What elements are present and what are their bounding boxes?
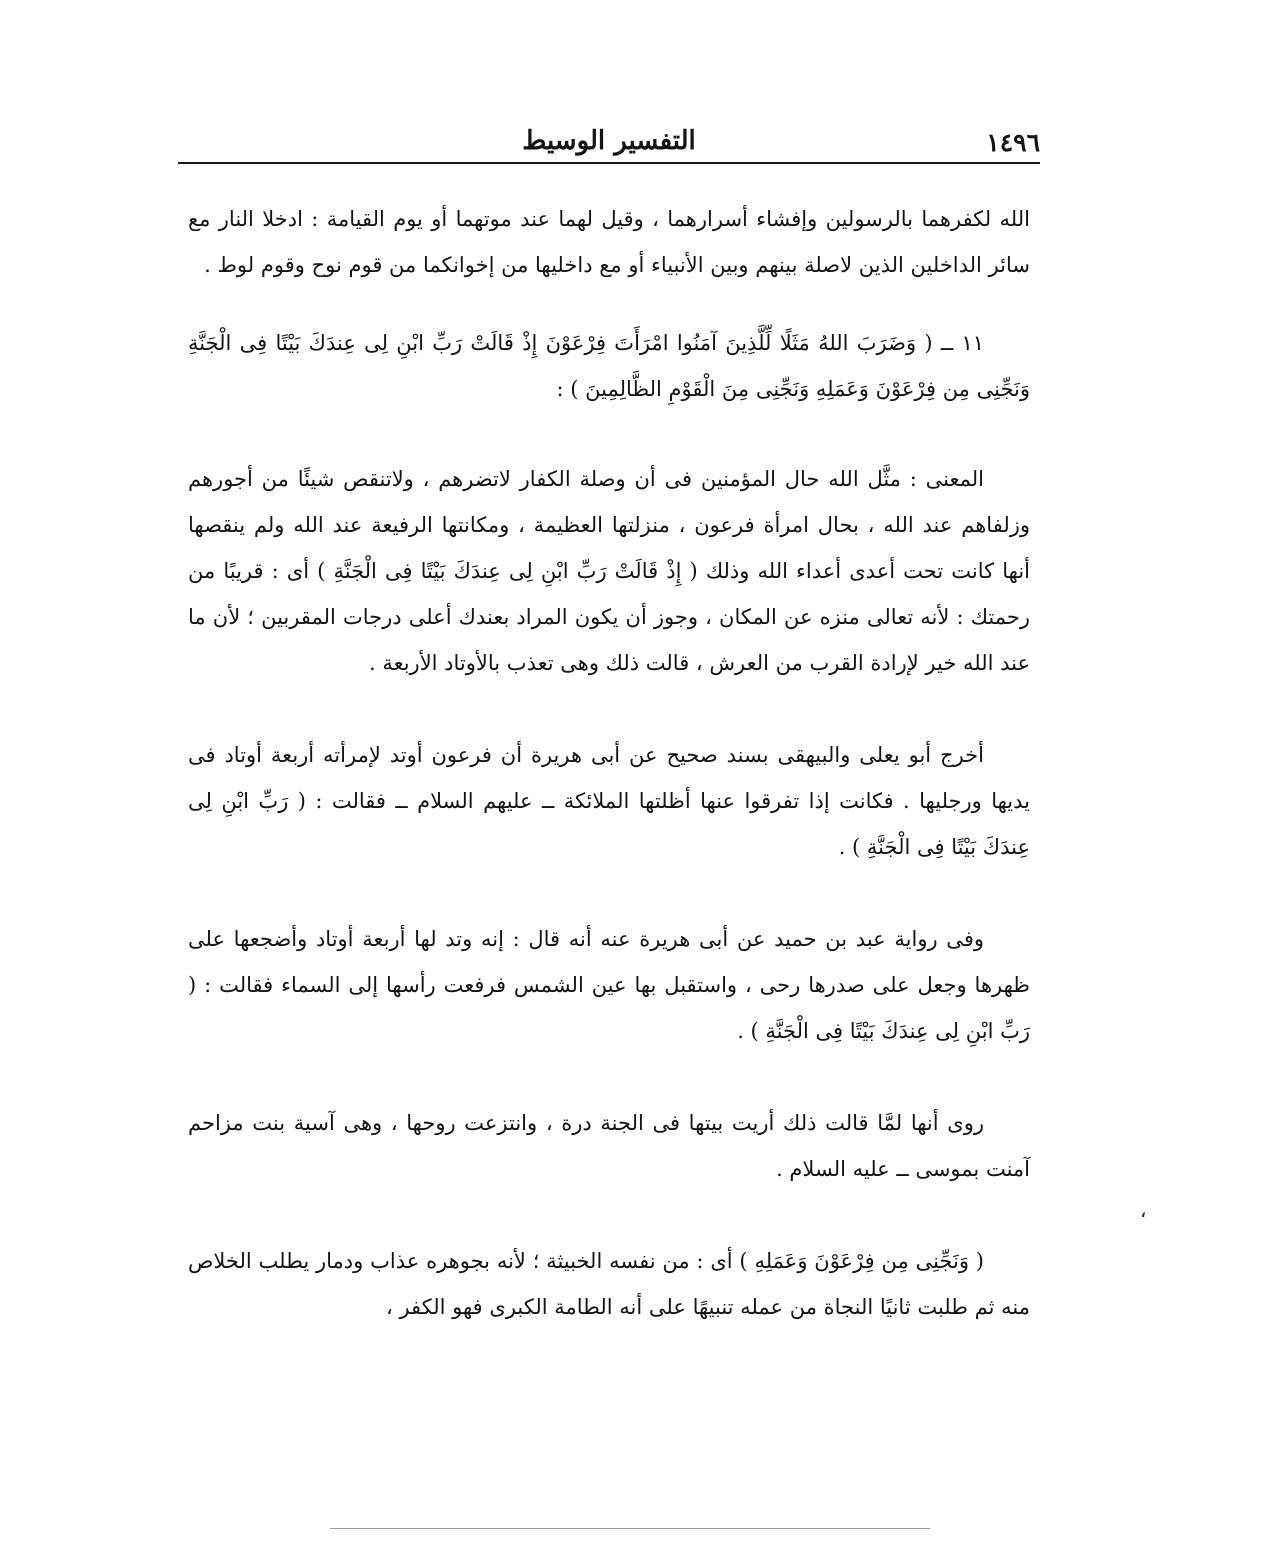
page-number: ١٤٩٦ (986, 128, 1040, 157)
hadith-paragraph: أخرج أبو يعلى والبيهقى بسند صحيح عن أبى هريرة أن فرعون أوتد لإمرأته أربعة أوتاد فى يديها ورجليها . فكانت إذا تفرقوا عنها أظلتها الملائكة ــ عليهم السلام ــ فقالت : ( رَبِّ ابْنِ لِى عِندَكَ بَيْتًا فِى الْجَنَّةِ ) . (188, 743, 1030, 859)
margin-mark: ، (1140, 1198, 1147, 1222)
asiya-paragraph: روى أنها لمَّا قالت ذلك أريت بيتها فى الجنة درة ، وانتزعت روحها ، وهى آسية بنت مزاحم آمنت بموسى ــ عليه السلام . (188, 1111, 1030, 1181)
closing-paragraph: ( وَنَجِّنِى مِن فِرْعَوْنَ وَعَمَلِهِ ) أى : من نفسه الخبيثة ؛ لأنه بجوهره عذاب ودمار يطلب الخلاص منه ثم طلبت ثانيًا النجاة من عمله تنبيهًا على أنه الطامة الكبرى فهو الكفر ، (188, 1249, 1030, 1319)
footer-rule (330, 1528, 930, 1529)
verse-paragraph: ١١ ــ ( وَضَرَبَ اللهُ مَثَلًا لِّلَّذِينَ آمَنُوا امْرَأَتَ فِرْعَوْنَ إِذْ قَالَتْ رَبِّ ابْنِ لِى عِندَكَ بَيْتًا فِى الْجَنَّةِ وَنَجِّنِى مِن فِرْعَوْنَ وَعَمَلِهِ وَنَجِّنِى مِنَ الْقَوْمِ الظَّالِمِينَ ) : (188, 331, 1030, 401)
narration-paragraph: وفى رواية عبد بن حميد عن أبى هريرة عنه أنه قال : إنه وتد لها أربعة أوتاد وأضجعها على ظهرها وجعل على صدرها رحى ، واستقبل بها عين الشمس فرفعت رأسها إلى السماء فقالت : ( رَبِّ ابْنِ لِى عِندَكَ بَيْتًا فِى الْجَنَّةِ ) . (188, 927, 1030, 1043)
page-header (178, 122, 1040, 164)
running-title: التفسير الوسيط (522, 126, 696, 156)
meaning-paragraph: المعنى : مثَّل الله حال المؤمنين فى أن وصلة الكفار لاتضرهم ، ولاتنقص شيئًا من أجورهم وزلفاهم عند الله ، بحال امرأة فرعون ، منزلتها العظيمة ، ومكانتها الرفيعة عند الله ولم ينقصها أنها كانت تحت أعدى أعداء الله وذلك ( إِذْ قَالَتْ رَبِّ ابْنِ لِى عِندَكَ بَيْتًا فِى الْجَنَّةِ ) أى : قريبًا من رحمتك : لأنه تعالى منزه عن المكان ، وجوز أن يكون المراد بعندك أعلى درجات المقربين ؛ لأن ما عند الله خير لإرادة القرب من العرش ، قالت ذلك وهى تعذب بالأوتاد الأربعة . (188, 467, 1030, 675)
paragraph-continuation: الله لكفرهما بالرسولين وإفشاء أسرارهما ، وقيل لهما عند موتهما أو يوم القيامة : ادخلا النار مع سائر الداخلين الذين لاصلة بينهم وبين الأنبياء أو مع داخليها من إخوانكما من قوم نوح وقوم لوط . (188, 207, 1030, 277)
body-text (188, 196, 1030, 1376)
